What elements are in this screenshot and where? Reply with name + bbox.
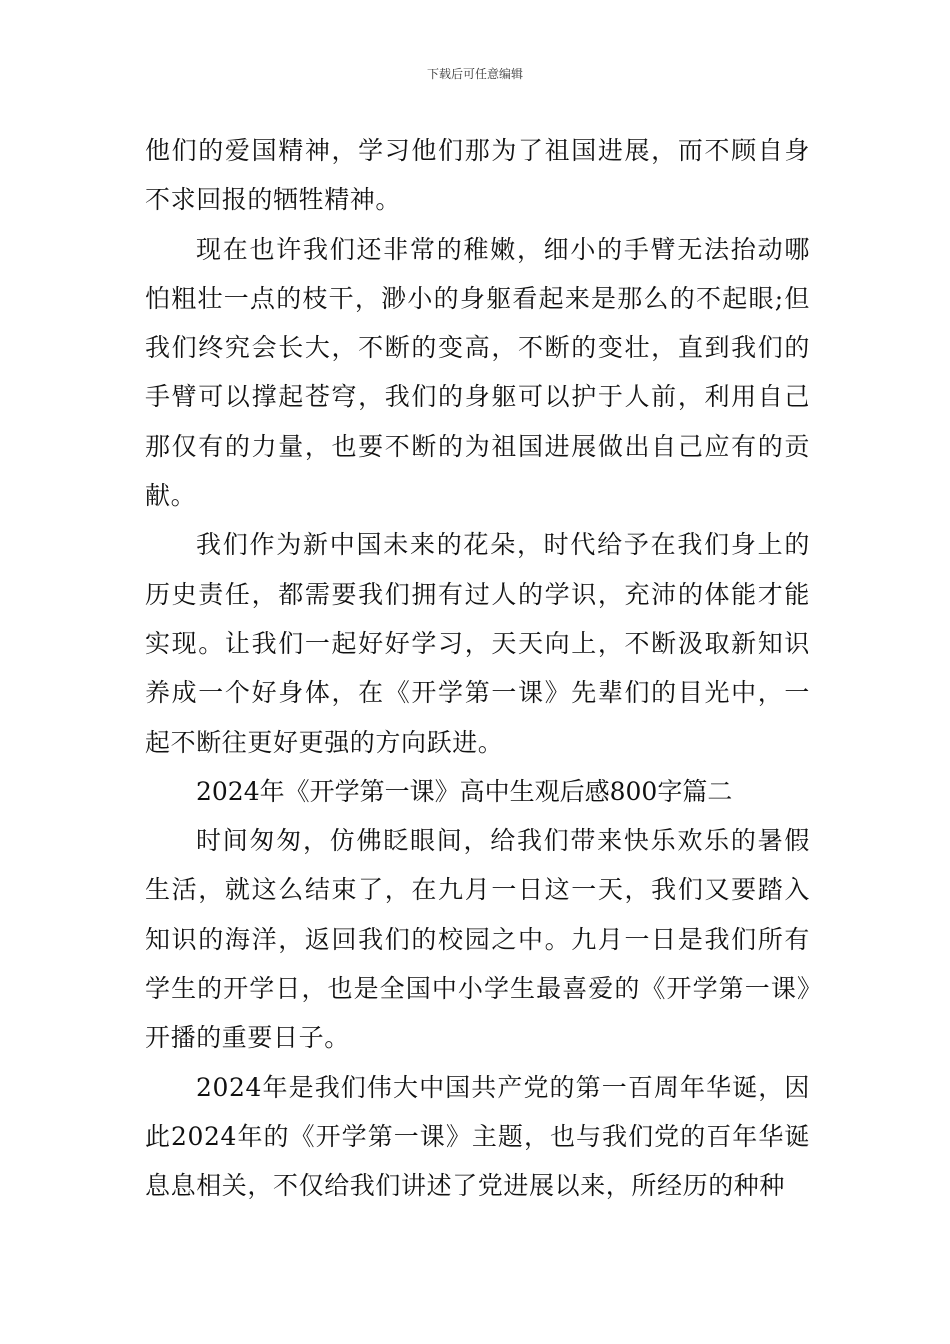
paragraph-1: 他们的爱国精神，学习他们那为了祖国进展，而不顾自身不求回报的牺牲精神。 — [145, 136, 810, 215]
paragraph-4: 时间匆匆，仿佛眨眼间，给我们带来快乐欢乐的暑假生活，就这么结束了，在九月一日这一天，我们又要踏入知识的海洋，返回我们的校园之中。九月一日是我们所有学生的开学日，也是全国中小学生最喜爱的《开学第一课》开播的重要日子。 — [145, 826, 810, 1053]
section-heading: 2024年《开学第一课》高中生观后感800字篇二 — [196, 776, 733, 806]
paragraph-2: 现在也许我们还非常的稚嫩，细小的手臂无法抬动哪怕粗壮一点的枝干，渺小的身躯看起来是那么的不起眼;但我们终究会长大，不断的变高，不断的变壮，直到我们的手臂可以撑起苍穹，我们的身躯可以护于人前，利用自己那仅有的力量，也要不断的为祖国进展做出自己应有的贡献。 — [145, 234, 810, 511]
page-header: 下载后可任意编辑 — [426, 67, 523, 81]
paragraph-5: 2024年是我们伟大中国共产党的第一百周年华诞，因此2024年的《开学第一课》主题，也与我们党的百年华诞息息相关，不仅给我们讲述了党进展以来，所经历的种种 — [145, 1072, 810, 1201]
paragraph-3: 我们作为新中国未来的花朵，时代给予在我们身上的历史责任，都需要我们拥有过人的学识，充沛的体能才能实现。让我们一起好好学习，天天向上，不断汲取新知识养成一个好身体，在《开学第一课》先辈们的目光中，一起不断往更好更强的方向跃进。 — [145, 530, 810, 757]
document-body — [145, 126, 810, 1211]
